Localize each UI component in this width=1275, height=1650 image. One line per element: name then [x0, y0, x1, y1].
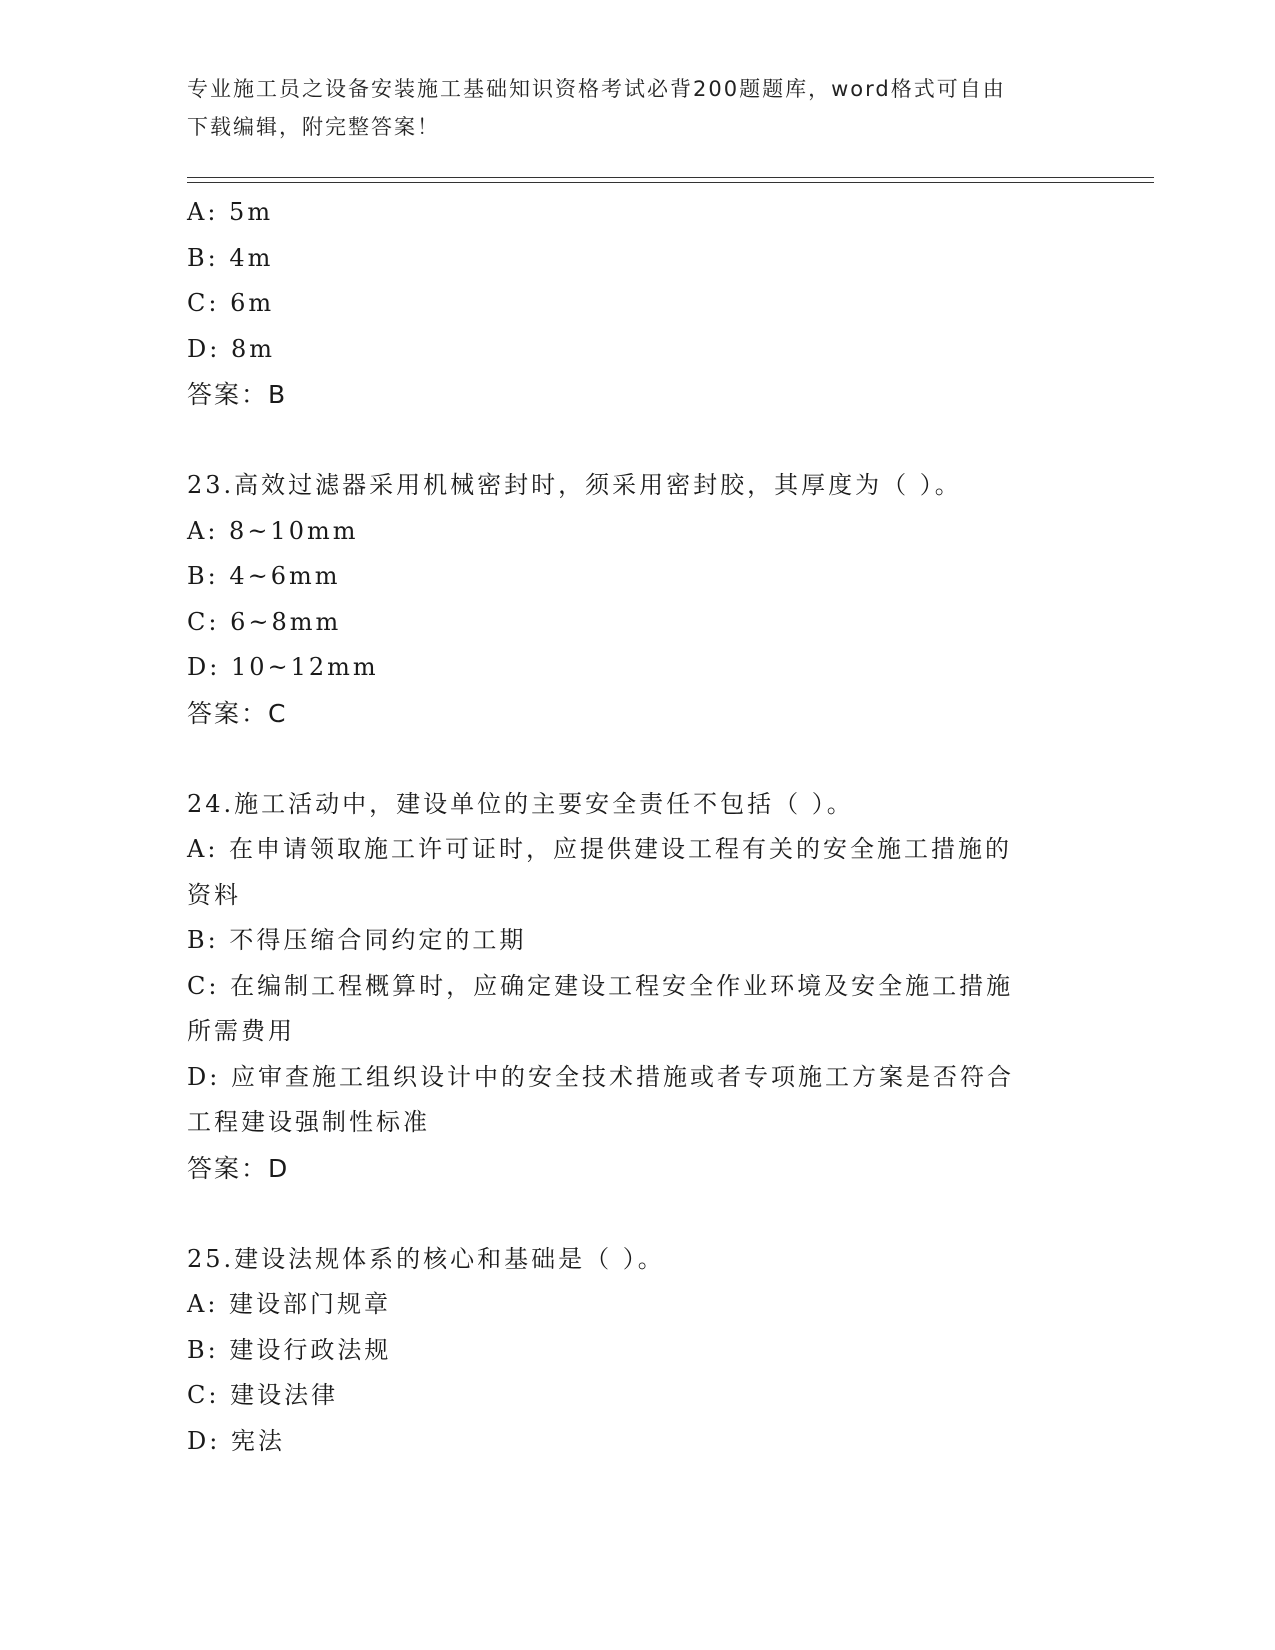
option-a: A: 5m	[187, 198, 274, 226]
document-header	[187, 70, 1067, 146]
option-d-continued: 工程建设强制性标准	[187, 1108, 430, 1136]
spacer	[187, 418, 1087, 464]
header-line-1: 专业施工员之设备安装施工基础知识资格考试必背200题题库，word格式可自由	[187, 77, 1006, 101]
option-b: B: 建设行政法规	[187, 1335, 392, 1364]
answer-line: 答案：C	[187, 698, 288, 728]
question-block-25	[187, 1237, 1087, 1465]
question-block-24	[187, 782, 1087, 1192]
option-c: C: 建设法律	[187, 1381, 339, 1409]
option-c: C: 6m	[187, 289, 275, 317]
question-text: 24.施工活动中，建设单位的主要安全责任不包括（ ）。	[187, 789, 854, 818]
answer-line: 答案：B	[187, 380, 288, 409]
header-line-2: 下载编辑，附完整答案！	[187, 115, 440, 139]
option-d: D: 10~12mm	[187, 653, 379, 681]
spacer	[187, 1191, 1087, 1237]
option-d: D: 应审查施工组织设计中的安全技术措施或者专项施工方案是否符合	[187, 1062, 1014, 1091]
option-d: D: 8m	[187, 334, 275, 363]
option-a-continued: 资料	[187, 880, 241, 909]
question-text: 25.建设法规体系的核心和基础是（ ）。	[187, 1244, 665, 1273]
option-a: A: 8~10mm	[187, 516, 359, 545]
spacer	[187, 736, 1087, 782]
option-b: B: 4~6mm	[187, 562, 341, 590]
option-b: B: 不得压缩合同约定的工期	[187, 926, 527, 954]
header-divider-bottom	[187, 182, 1154, 183]
option-c: C: 6~8mm	[187, 607, 342, 636]
question-block-22	[187, 190, 1087, 418]
option-b: B: 4m	[187, 243, 274, 272]
option-c: C: 在编制工程概算时，应确定建设工程安全作业环境及安全施工措施	[187, 971, 1014, 1000]
question-block-23	[187, 463, 1087, 736]
option-d: D: 宪法	[187, 1426, 285, 1455]
option-a: A: 在申请领取施工许可证时，应提供建设工程有关的安全施工措施的	[187, 835, 1013, 863]
option-a: A: 建设部门规章	[187, 1290, 392, 1318]
question-text: 23.高效过滤器采用机械密封时，须采用密封胶，其厚度为（ ）。	[187, 471, 962, 499]
header-divider-top	[187, 177, 1154, 178]
option-c-continued: 所需费用	[187, 1017, 295, 1045]
answer-line: 答案：D	[187, 1153, 290, 1183]
question-list	[187, 190, 1087, 1464]
